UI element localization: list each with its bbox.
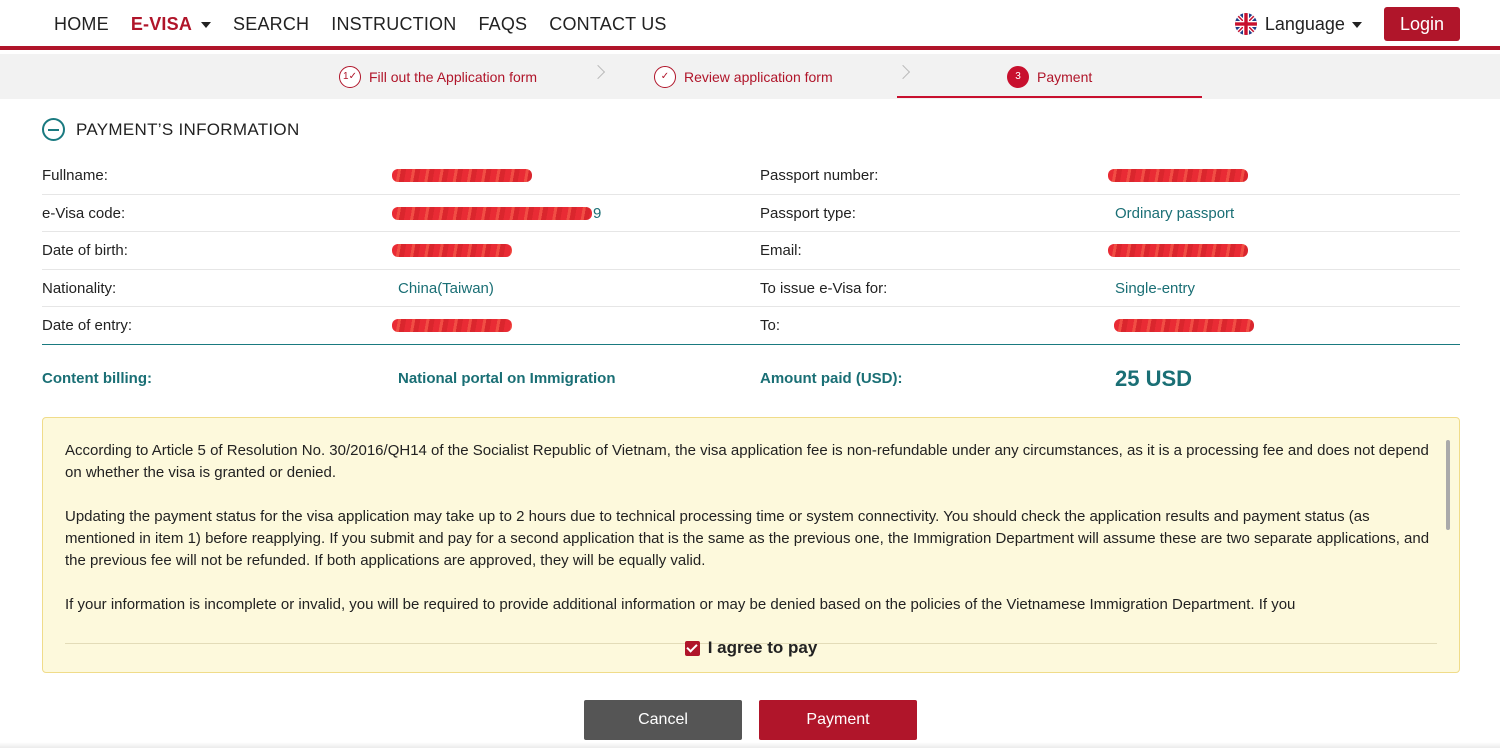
agree-checkbox[interactable] [685, 641, 700, 656]
terms-paragraph: If your information is incomplete or invalid, you will be required to provide additional information or may be denied based on the policies of the Vietnamese Immigration Department. If you [65, 596, 1296, 613]
nav-right [1235, 0, 1460, 48]
redacted-value [392, 244, 512, 257]
section-header[interactable] [42, 118, 300, 141]
evisa-code-tail: 9 [593, 204, 602, 222]
redacted-value [1108, 169, 1248, 182]
agree-to-pay[interactable] [43, 638, 1459, 658]
nav-faqs[interactable]: FAQS [478, 13, 528, 34]
cancel-button[interactable]: Cancel [584, 700, 742, 740]
step-label: Payment [1037, 68, 1093, 85]
redacted-value [392, 169, 532, 182]
bottom-shadow [0, 742, 1500, 748]
terms-scrollbar[interactable] [1446, 440, 1450, 530]
step-number-icon: 3 [1007, 66, 1029, 88]
nav-evisa-label: E-VISA [130, 13, 193, 34]
collapse-minus-icon[interactable] [42, 118, 65, 141]
nav-search[interactable]: SEARCH [233, 13, 310, 34]
caret-down-icon [201, 22, 211, 28]
nationality-value: China(Taiwan) [398, 279, 494, 297]
table-row [42, 232, 1460, 270]
passport-type-value: Ordinary passport [1115, 204, 1235, 222]
chevron-right-icon [591, 65, 605, 79]
table-row [42, 195, 1460, 233]
step-payment[interactable] [1007, 54, 1092, 99]
terms-notice-box [42, 417, 1460, 673]
amount-paid-label: Amount paid (USD): [760, 370, 903, 387]
table-row [42, 157, 1460, 195]
section-title: PAYMENT’S INFORMATION [76, 119, 300, 139]
redacted-value [392, 207, 592, 220]
nav-home[interactable]: HOME [54, 13, 109, 34]
top-navbar [0, 0, 1500, 50]
step-check-icon: ✓ [654, 66, 676, 88]
payment-button[interactable]: Payment [759, 700, 917, 740]
caret-down-icon [1352, 22, 1362, 28]
progress-steps [0, 54, 1500, 99]
terms-paragraph: According to Article 5 of Resolution No. 30/2016/QH14 of the Socialist Republic of Vietnam, the visa application fee is non-refundable under any circumstances, as it is a processing fee and does not depend on whether the visa is granted or denied. [65, 442, 1429, 481]
date-of-entry-label: Date of entry: [42, 317, 133, 334]
issue-evisa-for-value: Single-entry [1115, 279, 1196, 297]
step-review-form[interactable] [654, 54, 833, 99]
to-label: To: [760, 317, 781, 334]
redacted-value [1108, 244, 1248, 257]
active-step-underline [897, 96, 1202, 98]
step-label: Fill out the Application form [369, 68, 538, 85]
table-row [42, 307, 1460, 345]
terms-scroll-area[interactable] [65, 440, 1437, 644]
agree-label: I agree to pay [707, 638, 818, 657]
passport-type-label: Passport type: [760, 204, 856, 222]
language-selector[interactable] [1235, 13, 1362, 35]
nav-evisa[interactable] [131, 14, 211, 35]
fullname-label: Fullname: [42, 167, 108, 184]
step-check-icon: 1✓ [339, 66, 361, 88]
billing-row [42, 360, 1460, 398]
main-menu [54, 0, 689, 48]
nav-contact-us[interactable]: CONTACT US [549, 13, 667, 34]
email-label: Email: [760, 242, 802, 259]
payment-info-table [42, 157, 1460, 345]
passport-number-label: Passport number: [760, 167, 879, 184]
amount-paid-value: 25 USD [1115, 366, 1193, 391]
nationality-label: Nationality: [42, 279, 117, 297]
evisa-code-label: e-Visa code: [42, 204, 126, 222]
nav-instruction[interactable]: INSTRUCTION [331, 13, 457, 34]
content-billing-value: National portal on Immigration [398, 370, 616, 387]
table-row [42, 270, 1460, 308]
date-of-birth-label: Date of birth: [42, 242, 128, 259]
issue-evisa-for-label: To issue e-Visa for: [760, 279, 888, 297]
chevron-right-icon [896, 65, 910, 79]
content-billing-label: Content billing: [42, 370, 152, 387]
step-label: Review application form [684, 68, 833, 85]
step-fill-form[interactable] [339, 54, 537, 99]
language-label: Language [1264, 13, 1345, 34]
redacted-value [1114, 319, 1254, 332]
uk-flag-icon [1235, 13, 1257, 35]
redacted-value [392, 319, 512, 332]
terms-paragraph: Updating the payment status for the visa application may take up to 2 hours due to technical processing time or system connectivity. You should check the application results and payment status (as mentioned in item 1) before reapplying. If you submit and pay for a second application that is the same as the previous one, the Immigration Department will assume these are two separate applications, and the previous fee will not be refunded. If both applications are approved, they will be equally valid. [65, 508, 1430, 569]
login-button[interactable]: Login [1384, 7, 1460, 41]
